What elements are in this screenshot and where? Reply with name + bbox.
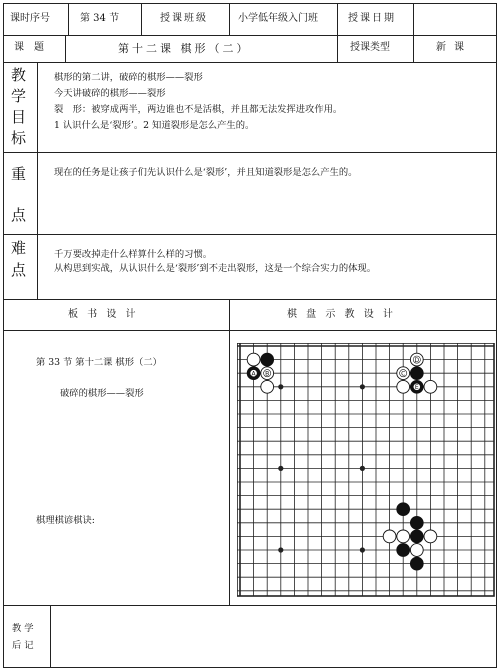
goal-line-4: 1 认识什么是‘裂形’。2 知道裂形是怎么产生的。 (54, 120, 255, 131)
difficulty-label-1: 难 (11, 239, 27, 257)
type-label: 授课类型 (350, 42, 390, 53)
star-point (360, 466, 365, 471)
goal-label-3: 目 (11, 108, 27, 126)
white-stone (261, 380, 274, 393)
star-point (360, 384, 365, 389)
rule-row1 (3, 35, 497, 36)
rule-v-c1 (141, 3, 142, 35)
rule-goal (3, 152, 497, 153)
rule-v-c3 (337, 3, 338, 62)
difficulty-label-2: 点 (11, 261, 27, 279)
star-point (278, 466, 283, 471)
goal-label-1: 教 (11, 66, 27, 84)
board-writing-subtitle: 破碎的棋形——裂形 (60, 388, 144, 399)
rule-right (496, 3, 497, 668)
rule-key (3, 234, 497, 235)
stone-label: D (414, 357, 420, 364)
white-stone (410, 544, 423, 557)
rule-left (3, 3, 4, 668)
after-class-label-1: 教 学 (12, 623, 34, 634)
type-value: 新课 (436, 42, 472, 53)
black-stone (410, 516, 423, 529)
topic-label: 课题 (14, 42, 54, 53)
goal-label-2: 学 (11, 87, 27, 105)
rule-v-label2 (65, 35, 66, 62)
white-stone (397, 530, 410, 543)
star-point (278, 384, 283, 389)
rule-row2 (3, 62, 497, 63)
black-stone (410, 557, 423, 570)
rule-boards (3, 605, 497, 606)
rule-v-c2 (229, 3, 230, 35)
white-stone (424, 380, 437, 393)
stone-label: A (251, 370, 256, 378)
black-stone (397, 503, 410, 516)
star-point (360, 547, 365, 552)
key-text: 现在的任务是让孩子们先认识什么是‘裂形’，并且知道裂形是怎么产生的。 (54, 167, 358, 178)
white-stone (247, 353, 260, 366)
goal-label-4: 标 (11, 129, 27, 147)
rule-top (3, 3, 497, 4)
lesson-no-label: 课时序号 (10, 13, 50, 24)
star-point (278, 547, 283, 552)
board-demo-header: 棋 盘 示 教 设 计 (287, 309, 396, 320)
rule-diff (3, 299, 497, 300)
black-stone (261, 353, 274, 366)
white-stone (424, 530, 437, 543)
key-label-1: 重 (11, 165, 27, 183)
rule-bottom (3, 667, 497, 668)
rule-headers (3, 330, 497, 331)
white-stone (383, 530, 396, 543)
date-label: 授课日期 (348, 13, 396, 24)
go-board-diagram (237, 343, 495, 597)
black-stone (397, 544, 410, 557)
black-stone (410, 367, 423, 380)
goal-line-2: 今天讲破碎的棋形——裂形 (54, 88, 166, 99)
black-stone (410, 530, 423, 543)
goal-line-3: 裂 形：被穿成两半，两边谁也不是活棋，并且都无法发挥进攻作用。 (54, 104, 343, 115)
topic-value: 第十二课 棋形（二） (118, 42, 251, 55)
board-writing-header: 板 书 设 计 (68, 309, 139, 320)
board-writing-title: 第 33 节 第十二课 棋形（二） (36, 357, 162, 368)
key-label-2: 点 (11, 206, 27, 224)
goal-line-1: 棋形的第二讲，破碎的棋形——裂形 (54, 72, 203, 83)
class-value: 小学低年级入门班 (238, 13, 318, 24)
rule-v-label (68, 3, 69, 35)
class-label: 授课班级 (160, 13, 208, 24)
after-class-label-2: 后 记 (12, 640, 34, 651)
stone-label: E (414, 384, 419, 392)
white-stone (397, 380, 410, 393)
stone-label: B (265, 370, 270, 378)
rule-v-after (50, 605, 51, 667)
lesson-no-value: 第 34 节 (80, 13, 120, 24)
rule-v-c4 (413, 3, 414, 62)
rule-v-side (37, 62, 38, 299)
difficulty-line-1: 千万要改掉走什么样算什么样的习惯。 (54, 249, 213, 260)
difficulty-line-2: 从构思到实战，从认识什么是‘裂形’到不走出裂形，这是一个综合实力的体现。 (54, 263, 377, 274)
stone-label: C (401, 370, 406, 378)
formula-label: 棋理棋谚棋诀: (36, 515, 95, 526)
rule-v-mid (229, 299, 230, 605)
board-frame (237, 343, 494, 596)
